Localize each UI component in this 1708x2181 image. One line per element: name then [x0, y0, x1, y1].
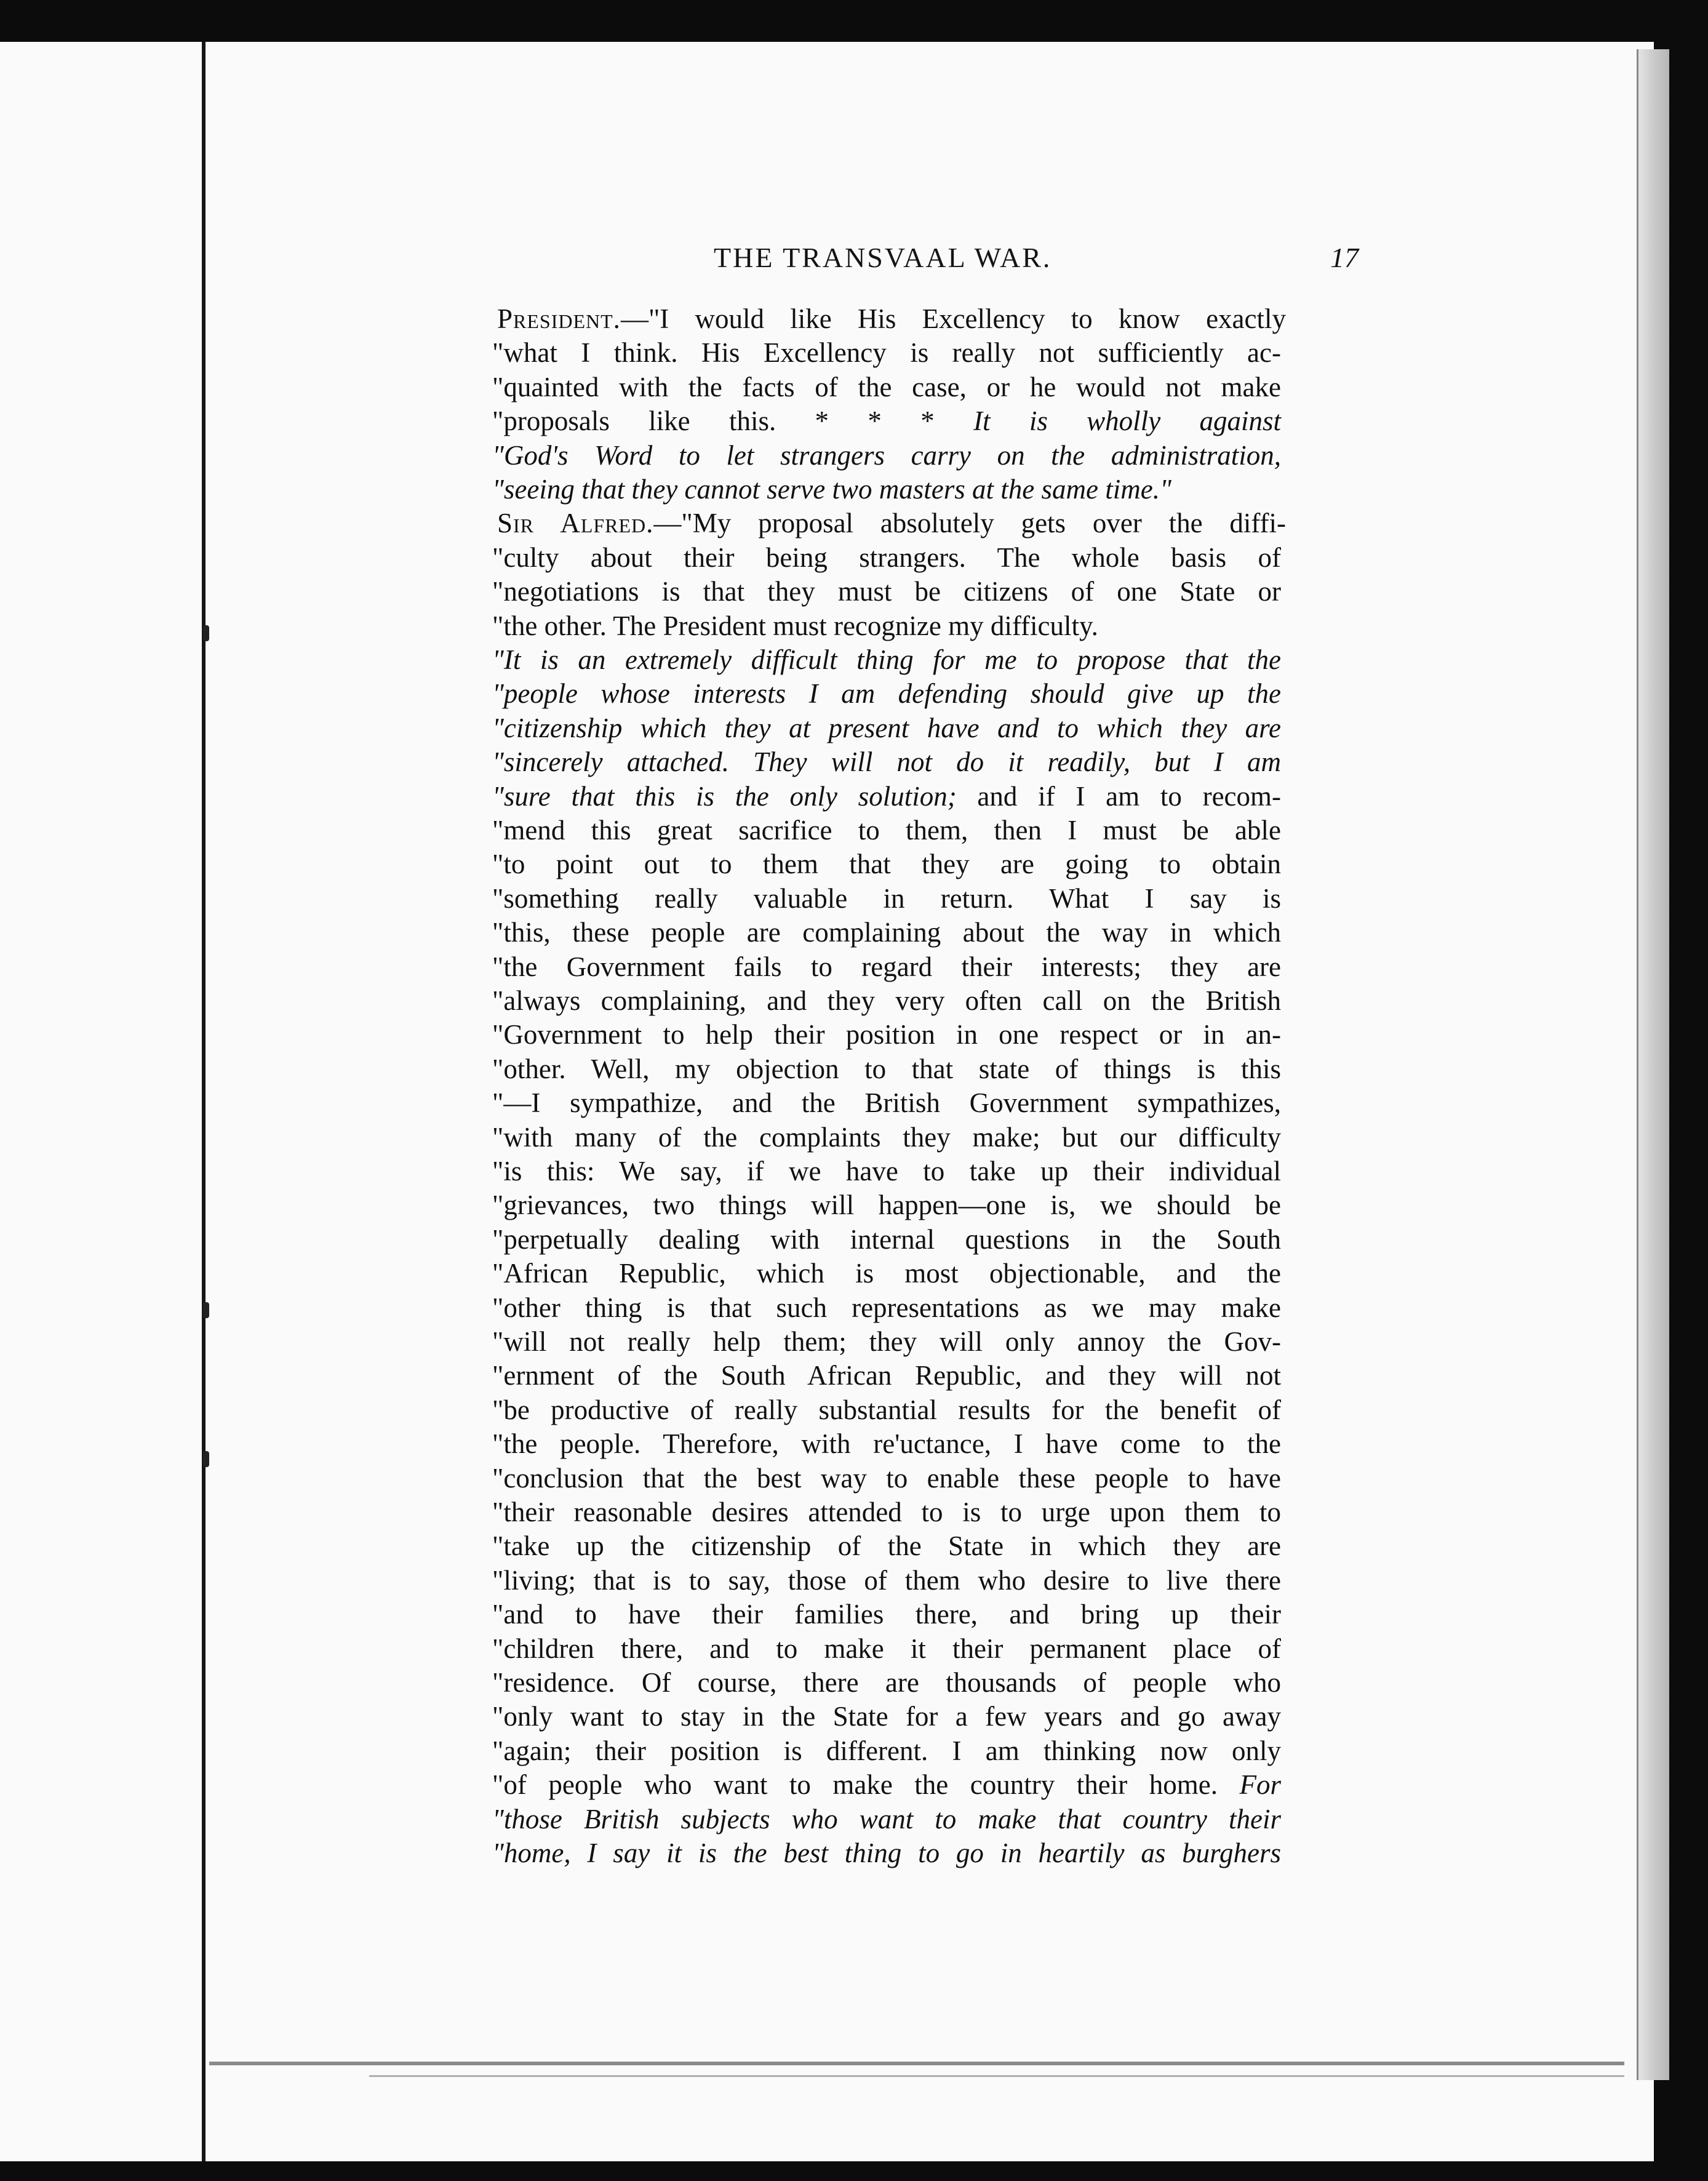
text-line: [492, 1461, 1281, 1495]
text-line: [492, 779, 1281, 814]
text-run: "something really valuable in return. What I say is: [492, 883, 1281, 914]
text-line: [492, 1495, 1281, 1529]
text-run: "be productive of really substantial results for the benefit of: [492, 1395, 1281, 1425]
text-run: "conclusion that the best way to enable these people to have: [492, 1463, 1281, 1494]
text-line: [492, 540, 1281, 575]
text-line: [492, 335, 1281, 370]
binding-mark: [203, 1302, 209, 1318]
text-line: [492, 1188, 1281, 1222]
text-run: "of people who want to make the country their home.: [492, 1769, 1240, 1800]
text-line: [492, 1086, 1281, 1120]
text-line: [492, 1256, 1281, 1291]
text-run: "quainted with the facts of the case, or he would not make: [492, 372, 1281, 402]
text-line: [492, 950, 1281, 984]
text-line: [492, 1699, 1281, 1734]
text-run: "proposals like this. * * *: [492, 406, 974, 436]
binding-mark: [203, 625, 209, 641]
text-run: "only want to stay in the State for a few years and go away: [492, 1701, 1281, 1732]
text-run: "their reasonable desires attended to is to urge upon them to: [492, 1497, 1281, 1527]
text-line: [492, 676, 1281, 711]
text-run: "what I think. His Excellency is really not sufficiently ac-: [492, 337, 1281, 368]
text-line: [492, 609, 1281, 643]
text-run: "children there, and to make it their permanent place of: [492, 1633, 1281, 1664]
text-line: [492, 983, 1281, 1018]
text-run: "African Republic, which is most objectionable, and the: [492, 1258, 1281, 1289]
text-run: "with many of the complaints they make; but our difficulty: [492, 1122, 1281, 1153]
binding-mark: [203, 1451, 209, 1467]
italic-text: "seeing that they cannot serve two masters at the same time.": [492, 474, 1171, 505]
page-number: 17: [1330, 242, 1359, 273]
binding-gutter: [202, 42, 206, 2161]
text-line: [492, 881, 1281, 916]
text-line: [492, 1052, 1281, 1086]
text-run: "living; that is to say, those of them who desire to live there: [492, 1565, 1281, 1596]
italic-text: "citizenship which they at present have and to which they are: [492, 713, 1281, 743]
italic-text: "sincerely attached. They will not do it readily, but I am: [492, 746, 1281, 777]
page-bottom-edge: [209, 2062, 1624, 2065]
text-line: [492, 370, 1281, 404]
text-run: "residence. Of course, there are thousands of people who: [492, 1667, 1281, 1698]
text-line: [492, 1427, 1281, 1461]
italic-text: "sure that this is the only solution;: [492, 781, 957, 812]
text-run: "negotiations is that they must be citizens of one State or: [492, 576, 1281, 607]
text-run: "is this: We say, if we have to take up their individual: [492, 1156, 1281, 1187]
text-run: "to point out to them that they are going to obtain: [492, 849, 1281, 879]
text-line: [492, 1529, 1281, 1563]
text-line: [492, 472, 1281, 506]
text-run: "the people. Therefore, with re'uctance, I have come to the: [492, 1428, 1281, 1459]
running-title: THE TRANSVAAL WAR.: [714, 242, 1052, 273]
text-line: [492, 404, 1281, 438]
text-run: "Government to help their position in one respect or in an-: [492, 1019, 1281, 1050]
text-run: —"My proposal absolutely gets over the diffi-: [653, 508, 1286, 538]
text-run: "culty about their being strangers. The whole basis of: [492, 542, 1281, 573]
text-run: "take up the citizenship of the State in which they are: [492, 1531, 1281, 1561]
speaker-name: President.: [497, 303, 621, 334]
text-run: "this, these people are complaining about the way in which: [492, 917, 1281, 948]
text-run: "the Government fails to regard their interests; they are: [492, 951, 1281, 982]
text-line: [492, 1767, 1281, 1802]
text-line: [497, 302, 1286, 336]
text-run: "perpetually dealing with internal questions in the South: [492, 1224, 1281, 1255]
text-line: [492, 1734, 1281, 1768]
text-line: [492, 745, 1281, 779]
text-line: [492, 1291, 1281, 1325]
italic-text: For: [1239, 1769, 1281, 1800]
text-line: [497, 506, 1286, 540]
page-bottom-edge-shadow: [369, 2075, 1624, 2077]
text-run: —"I would like His Excellency to know exactly: [620, 303, 1286, 334]
text-line: [492, 1631, 1281, 1666]
italic-text: "people whose interests I am defending should give up the: [492, 678, 1281, 709]
text-line: [492, 1222, 1281, 1257]
italic-text: It is wholly against: [973, 406, 1282, 436]
text-run: "grievances, two things will happen—one is, we should be: [492, 1190, 1281, 1220]
text-line: [492, 1154, 1281, 1188]
text-run: "will not really help them; they will only annoy the Gov-: [492, 1326, 1281, 1357]
text-line: [492, 1120, 1281, 1155]
text-line: [492, 1393, 1281, 1427]
text-line: [492, 1563, 1281, 1598]
italic-text: "God's Word to let strangers carry on the administration,: [492, 440, 1281, 471]
text-line: [492, 1836, 1281, 1870]
text-line: [492, 847, 1281, 881]
italic-text: "It is an extremely difficult thing for me to propose that the: [492, 644, 1281, 675]
text-run: "and to have their families there, and bring up their: [492, 1599, 1281, 1630]
text-line: [492, 574, 1281, 609]
text-line: [492, 1597, 1281, 1631]
text-run: "other. Well, my objection to that state of things is this: [492, 1054, 1281, 1084]
text-line: [492, 813, 1281, 847]
text-run: "the other. The President must recognize my difficulty.: [492, 610, 1098, 641]
text-line: [492, 711, 1281, 745]
italic-text: "home, I say it is the best thing to go in heartily as burghers: [492, 1838, 1281, 1868]
text-run: "again; their position is different. I am thinking now only: [492, 1735, 1281, 1766]
text-run: "mend this great sacrifice to them, then I must be able: [492, 815, 1281, 846]
text-line: [492, 915, 1281, 950]
text-run: "ernment of the South African Republic, and they will not: [492, 1360, 1281, 1391]
text-line: [492, 1802, 1281, 1836]
text-line: [492, 1358, 1281, 1393]
text-run: "other thing is that such representations as we may make: [492, 1292, 1281, 1323]
text-line: [492, 1665, 1281, 1700]
speaker-name: Sir Alfred.: [497, 508, 654, 538]
text-line: [492, 1324, 1281, 1359]
text-run: and if I am to recom-: [956, 781, 1282, 812]
text-run: "always complaining, and they very often call on the British: [492, 985, 1281, 1016]
text-run: "—I sympathize, and the British Government sympathizes,: [492, 1087, 1281, 1118]
text-line: [492, 642, 1281, 677]
italic-text: "those British subjects who want to make that country their: [492, 1804, 1281, 1835]
text-line: [492, 438, 1281, 473]
text-line: [492, 1017, 1281, 1052]
page-fore-edge: [1637, 49, 1669, 2080]
